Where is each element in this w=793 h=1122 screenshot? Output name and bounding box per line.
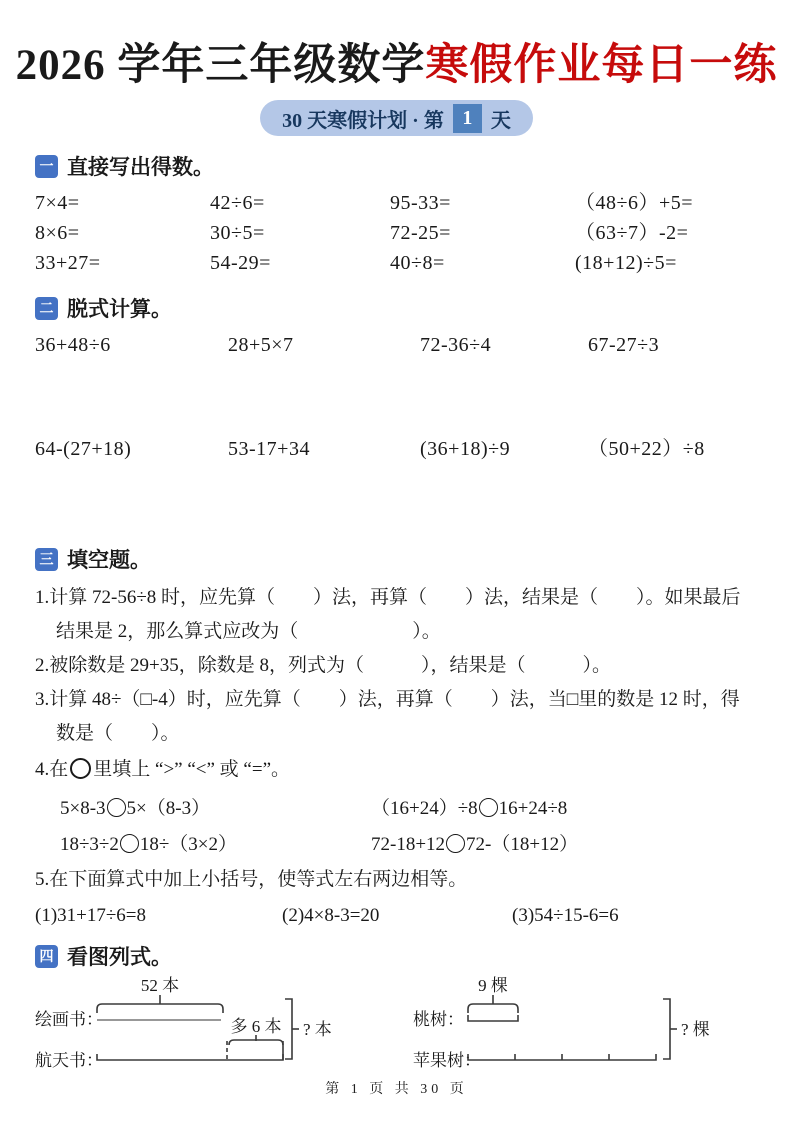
comparison-left: 5×8-3 <box>60 798 106 820</box>
stepwise-row-1 <box>35 330 758 360</box>
trees-row2-label: 苹果树： <box>413 1051 481 1071</box>
fill-item-3 <box>35 683 758 751</box>
section-four-title: 看图列式。 <box>67 946 172 970</box>
item-text: 里填上 “>” “<” 或 “=”。 <box>93 759 291 781</box>
comparison-row <box>35 791 758 827</box>
circle-placeholder-icon <box>107 798 126 817</box>
comparison <box>371 827 578 863</box>
fill-item-5 <box>35 863 758 897</box>
trees-top-label: 9 棵 <box>478 976 508 996</box>
section-three-header <box>35 544 758 574</box>
problem: （50+22）÷8 <box>588 438 705 461</box>
comparison-left: 72-18+12 <box>371 834 446 856</box>
section-four-number-icon: 四 <box>35 945 58 968</box>
problem: 95-33= <box>390 192 451 215</box>
problem: (3)54÷15-6=6 <box>512 905 619 927</box>
section-two-header <box>35 293 758 323</box>
fill-item-1 <box>35 581 758 649</box>
problem: 7×4= <box>35 192 80 215</box>
title-black-part: 2026 学年三年级数学 <box>15 42 426 89</box>
books-top-brace <box>97 1004 223 1013</box>
books-top-label: 52 本 <box>140 976 180 996</box>
day-plan-badge <box>260 100 533 136</box>
item-text: 在 <box>49 759 69 781</box>
section-one-header <box>35 151 758 181</box>
comparison <box>60 827 371 863</box>
problem: 54-29= <box>210 252 271 275</box>
problem: （63÷7）-2= <box>575 222 689 245</box>
books-row1-label: 绘画书： <box>35 1010 103 1030</box>
circle-placeholder-icon <box>479 798 498 817</box>
comparison-right: 16+24÷8 <box>498 798 568 820</box>
problem: 40÷8= <box>390 252 445 275</box>
problem: 67-27÷3 <box>588 334 660 357</box>
item-number: 2. <box>35 655 50 677</box>
problem: 28+5×7 <box>228 334 294 357</box>
comparison-right: 5×（8-3） <box>126 798 211 820</box>
title-red-part: 寒假作业每日一练 <box>425 42 778 89</box>
section-one-number-icon: 一 <box>35 155 58 178</box>
badge-prefix: 30 天寒假计划 · 第 <box>282 109 444 132</box>
problem: (1)31+17÷6=8 <box>35 905 147 927</box>
section-two-title: 脱式计算。 <box>67 298 172 322</box>
problem: (2)4×8-3=20 <box>282 905 380 927</box>
circle-placeholder-icon <box>446 834 465 853</box>
comparison-left: （16+24）÷8 <box>371 798 478 820</box>
comparison-right: 18÷（3×2） <box>139 834 238 856</box>
comparison-right: 72-（18+12） <box>466 834 579 856</box>
comparison <box>371 791 567 827</box>
books-extra-label: 多 6 本 <box>230 1017 282 1037</box>
section-three-title: 填空题。 <box>67 549 151 573</box>
worksheet-content <box>0 151 793 1075</box>
parentheses-problems-row <box>35 899 758 933</box>
trees-bar-diagram <box>413 975 753 1075</box>
comparison-left: 18÷3÷2 <box>60 834 119 856</box>
problem: 30÷5= <box>210 222 265 245</box>
diagrams-row <box>35 975 758 1075</box>
circle-placeholder-icon <box>70 758 91 779</box>
comparison-row <box>35 827 758 863</box>
books-question-label: ? 本 <box>303 1020 332 1040</box>
item-number: 1. <box>35 587 50 609</box>
item-number: 4. <box>35 759 50 781</box>
trees-top-brace <box>468 1004 518 1013</box>
badge-suffix: 天 <box>490 109 511 132</box>
section-two-number-icon: 二 <box>35 297 58 320</box>
page-footer: 第 1 页 共 30 页 <box>325 1082 468 1097</box>
trees-total-bracket <box>663 999 670 1059</box>
books-total-bracket <box>285 999 292 1059</box>
item-number: 3. <box>35 689 50 711</box>
badge-row <box>0 100 793 136</box>
books-row2-label: 航天书： <box>35 1051 103 1071</box>
item-number: 5. <box>35 869 50 891</box>
item-text: 计算 48÷（□-4）时，应先算（ ）法，再算（ ）法，当□里的数是 12 时，得数是（ ）。 <box>49 689 740 745</box>
books-bar-diagram <box>35 975 377 1075</box>
problem: 72-25= <box>390 222 451 245</box>
mental-math-grid <box>35 188 758 278</box>
problem: (36+18)÷9 <box>420 438 511 461</box>
item-text: 在下面算式中加上小括号，使等式左右两边相等。 <box>49 869 468 891</box>
fill-item-2 <box>35 649 758 683</box>
problem: (18+12)÷5= <box>575 252 677 275</box>
section-three-number-icon: 三 <box>35 548 58 571</box>
fill-item-4 <box>35 751 758 789</box>
problem: （48÷6）+5= <box>575 192 694 215</box>
trees-row1-label: 桃树： <box>413 1010 464 1030</box>
page-title <box>0 42 793 89</box>
problem: 36+48÷6 <box>35 334 111 357</box>
problem: 64-(27+18) <box>35 438 132 461</box>
problem: 33+27= <box>35 252 101 275</box>
problem: 53-17+34 <box>228 438 310 461</box>
stepwise-row-2 <box>35 434 758 464</box>
comparison <box>60 791 371 827</box>
problem: 8×6= <box>35 222 80 245</box>
books-extra-brace <box>229 1040 283 1045</box>
item-text: 计算 72-56÷8 时，应先算（ ）法，再算（ ）法，结果是（ ）。如果最后结果是 2，那么算式应改为（ ）。 <box>49 587 741 643</box>
section-one-title: 直接写出得数。 <box>67 156 214 180</box>
problem: 42÷6= <box>210 192 265 215</box>
item-text: 被除数是 29+35，除数是 8，列式为（ ），结果是（ ）。 <box>49 655 611 677</box>
trees-question-label: ? 棵 <box>681 1020 710 1040</box>
section-four-header <box>35 941 758 971</box>
circle-placeholder-icon <box>120 834 139 853</box>
comparison-rows <box>35 791 758 863</box>
day-number-box: 1 <box>453 104 482 133</box>
problem: 72-36÷4 <box>420 334 492 357</box>
